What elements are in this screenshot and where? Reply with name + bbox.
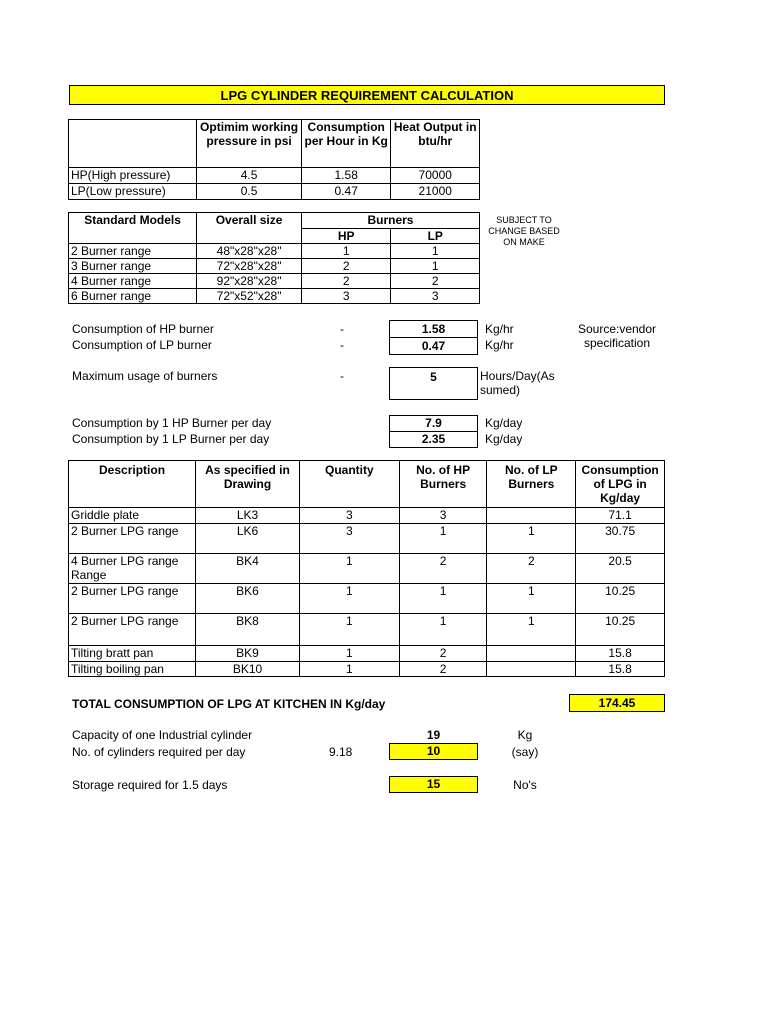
cell: 2 Burner LPG range [69, 584, 196, 614]
cell: 2 [301, 274, 391, 289]
header-cell: No. of HP Burners [399, 461, 487, 508]
header-cell: As specified in Drawing [196, 461, 300, 508]
header-cell: Heat Output in btu/hr [391, 120, 480, 168]
cell: 30.75 [576, 524, 665, 554]
pressure-table [68, 119, 480, 200]
hp-day-value: 7.9 [389, 415, 478, 432]
cylinders-label: No. of cylinders required per day [72, 745, 246, 759]
header-cell: LP [391, 229, 480, 244]
cell: 1 [299, 662, 399, 677]
cell: 72"x28"x28" [197, 259, 302, 274]
cell: 2 Burner range [69, 244, 197, 259]
lp-consumption-label: Consumption of LP burner [72, 338, 212, 352]
equipment-table [68, 460, 665, 677]
models-table [68, 212, 480, 304]
cell: 2 [301, 259, 391, 274]
cell: 2 [391, 274, 480, 289]
table-row [69, 554, 665, 584]
cell: 1 [299, 554, 399, 584]
make-note: SUBJECT TO CHANGE BASED ON MAKE [488, 215, 560, 247]
cell: Tilting bratt pan [69, 646, 196, 662]
cylinders-value: 10 [389, 743, 478, 760]
cell: 3 [299, 508, 399, 524]
table-row [69, 168, 480, 184]
cell: 1 [299, 646, 399, 662]
hp-consumption-label: Consumption of HP burner [72, 322, 214, 336]
cell: Griddle plate [69, 508, 196, 524]
cell: 21000 [391, 184, 480, 200]
dash: - [340, 338, 344, 352]
header-cell: Overall size [197, 213, 302, 244]
table-row [69, 289, 480, 304]
cell: 71.1 [576, 508, 665, 524]
cell: 1 [487, 614, 576, 646]
table-row [69, 584, 665, 614]
cell: 1 [301, 244, 391, 259]
cell: 1 [391, 259, 480, 274]
cell: 1 [487, 524, 576, 554]
cell: BK8 [196, 614, 300, 646]
cell: 1 [299, 614, 399, 646]
unit: Kg/hr [485, 322, 514, 336]
page-title: LPG CYLINDER REQUIREMENT CALCULATION [69, 85, 665, 105]
header-cell: No. of LP Burners [487, 461, 576, 508]
total-label: TOTAL CONSUMPTION OF LPG AT KITCHEN IN Kg/day [72, 697, 386, 711]
hp-day-label: Consumption by 1 HP Burner per day [72, 416, 272, 430]
table-row [69, 274, 480, 289]
unit: Hours/Day(As sumed) [480, 369, 555, 397]
lp-day-value: 2.35 [389, 431, 478, 448]
cell: 1 [487, 584, 576, 614]
cell: BK10 [196, 662, 300, 677]
cell: 3 [399, 508, 487, 524]
unit: Kg/day [485, 416, 523, 430]
cell: 3 [301, 289, 391, 304]
cell: 1 [399, 614, 487, 646]
usage-value: 5 [389, 367, 478, 400]
table-row [69, 184, 480, 200]
storage-label: Storage required for 1.5 days [72, 778, 228, 792]
table-row [69, 662, 665, 677]
cell: 48"x28"x28" [197, 244, 302, 259]
cell: Tilting boiling pan [69, 662, 196, 677]
cell: 1 [391, 244, 480, 259]
cell: LK6 [196, 524, 300, 554]
unit: Kg [517, 728, 533, 742]
cell: 3 [299, 524, 399, 554]
capacity-label: Capacity of one Industrial cylinder [72, 728, 253, 742]
cell: 2 [399, 554, 487, 584]
cell [487, 662, 576, 677]
header-cell: Description [69, 461, 196, 508]
cell: 4.5 [197, 168, 302, 184]
table-row [69, 524, 665, 554]
header-cell: HP [301, 229, 391, 244]
cell: 15.8 [576, 662, 665, 677]
capacity-value: 19 [426, 728, 441, 742]
cell: 4 Burner range [69, 274, 197, 289]
header-cell [69, 120, 197, 168]
cell [487, 646, 576, 662]
unit: (say) [511, 745, 539, 759]
cell: 0.47 [301, 184, 391, 200]
hp-consumption-value: 1.58 [389, 320, 478, 338]
cell: 1.58 [301, 168, 391, 184]
cell: 92"x28"x28" [197, 274, 302, 289]
cell: LP(Low pressure) [69, 184, 197, 200]
cell: 4 Burner LPG range Range [69, 554, 196, 584]
table-row [69, 614, 665, 646]
cell: 70000 [391, 168, 480, 184]
table-row [69, 244, 480, 259]
lp-day-label: Consumption by 1 LP Burner per day [72, 432, 270, 446]
usage-label: Maximum usage of burners [72, 369, 218, 383]
table-row [69, 259, 480, 274]
cell: 1 [399, 584, 487, 614]
cell: BK9 [196, 646, 300, 662]
total-value: 174.45 [569, 694, 665, 712]
cell: LK3 [196, 508, 300, 524]
cell: 0.5 [197, 184, 302, 200]
unit: Kg/day [485, 432, 523, 446]
cell: 20.5 [576, 554, 665, 584]
cell: BK6 [196, 584, 300, 614]
cell: 1 [299, 584, 399, 614]
cell: 15.8 [576, 646, 665, 662]
lp-consumption-value: 0.47 [389, 337, 478, 355]
table-row [69, 646, 665, 662]
cell: 3 Burner range [69, 259, 197, 274]
source-note: Source:vendor specification [577, 322, 657, 350]
cell: 10.25 [576, 584, 665, 614]
cylinders-calc: 9.18 [329, 745, 353, 759]
cell: BK4 [196, 554, 300, 584]
header-cell: Optimim working pressure in psi [197, 120, 302, 168]
cell: 2 [399, 646, 487, 662]
cell: 3 [391, 289, 480, 304]
cell: 2 Burner LPG range [69, 614, 196, 646]
table-row [69, 508, 665, 524]
dash: - [340, 369, 344, 383]
cell: 72"x52"x28" [197, 289, 302, 304]
dash: - [340, 322, 344, 336]
header-cell: Quantity [299, 461, 399, 508]
cell: 2 [487, 554, 576, 584]
cell: 10.25 [576, 614, 665, 646]
header-cell: Consumption per Hour in Kg [301, 120, 391, 168]
header-cell: Burners [301, 213, 479, 229]
cell: 1 [399, 524, 487, 554]
cell: HP(High pressure) [69, 168, 197, 184]
header-cell: Standard Models [69, 213, 197, 244]
cell: 2 Burner LPG range [69, 524, 196, 554]
storage-value: 15 [389, 776, 478, 793]
unit: Kg/hr [485, 338, 514, 352]
cell: 2 [399, 662, 487, 677]
cell: 6 Burner range [69, 289, 197, 304]
unit: No's [513, 778, 537, 792]
header-cell: Consumption of LPG in Kg/day [576, 461, 665, 508]
cell [487, 508, 576, 524]
